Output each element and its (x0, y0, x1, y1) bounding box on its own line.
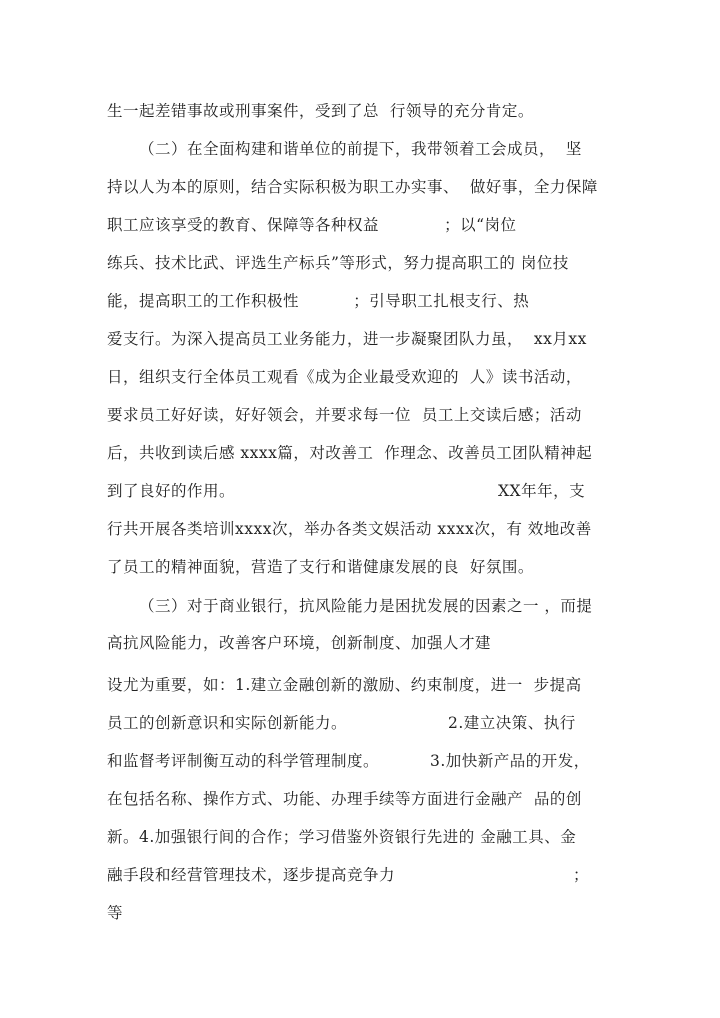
text-line-6: 能，提高职工的工作积极性 ；引导职工扎根支行、热 (107, 292, 530, 310)
text-line-26: 等 (107, 904, 124, 922)
text-line-15: （三）对于商业银行，抗风险能力是困扰发展的因素之一 ，而提 (139, 597, 593, 615)
text-line-24: 融手段和经营管理技术，逐步提高竞争力 (107, 866, 396, 884)
text-line-12: XX年年，支 (498, 482, 586, 500)
text-line-17: 设尤为重要，如：1.建立金融创新的激励、约束制度，进一 步提高 (107, 676, 582, 694)
text-line-19: 2.建立决策、执行 (448, 714, 576, 732)
text-line-10: 后，共收到读后感 xxxx篇，对改善工 作理念、改善员工团队精神起 (107, 444, 593, 462)
text-line-20: 和监督考评制衡互动的科学管理制度。 (107, 752, 380, 770)
text-line-9: 要求员工好好读，好好领会，并要求每一位 员工上交读后感；活动 (107, 406, 582, 424)
text-line-25: ； (573, 866, 590, 884)
text-line-7: 爱支行。为深入提高员工业务能力，进一步凝聚团队力虽， xx月xx (107, 330, 587, 348)
text-line-22: 在包括名称、操作方式、功能、办理手续等方面进行金融产 品的创 (107, 790, 582, 808)
text-line-8: 日，组织支行全体员工观看《成为企业最受欢迎的 人》读书活动， (107, 368, 582, 386)
text-line-21: 3.加快新产品的开发， (430, 752, 590, 770)
text-line-2: （二）在全面构建和谐单位的前提下，我带领着工会成员， 坚 (139, 140, 582, 158)
text-line-11: 到了良好的作用。 (107, 482, 236, 500)
text-line-16: 高抗风险能力，改善客户环境，创新制度、加强人才建 (107, 634, 492, 652)
text-line-13: 行共开展各类培训xxxx次，举办各类文娱活动 xxxx次，有 效地改善 (107, 520, 592, 538)
text-line-23: 新。4.加强银行间的合作；学习借鉴外资银行先进的 金融工具、金 (107, 828, 577, 846)
text-line-4: 职工应该享受的教育、保障等各种权益 ；以“岗位 (107, 216, 517, 234)
text-line-3: 持以人为本的原则，结合实际积极为职工办实事、 做好事，全力保障 (107, 178, 598, 196)
text-line-14: 了员工的精神面貌，营造了支行和谐健康发展的良 好氛围。 (107, 558, 534, 576)
text-line-18: 员工的创新意识和实际创新能力。 (107, 714, 348, 732)
text-line-5: 练兵、技术比武、评选生产标兵”等形式，努力提高职工的 岗位技 (107, 254, 569, 272)
text-line-1: 生一起差错事故或刑事案件，受到了总 行领导的充分肯定。 (107, 102, 534, 120)
